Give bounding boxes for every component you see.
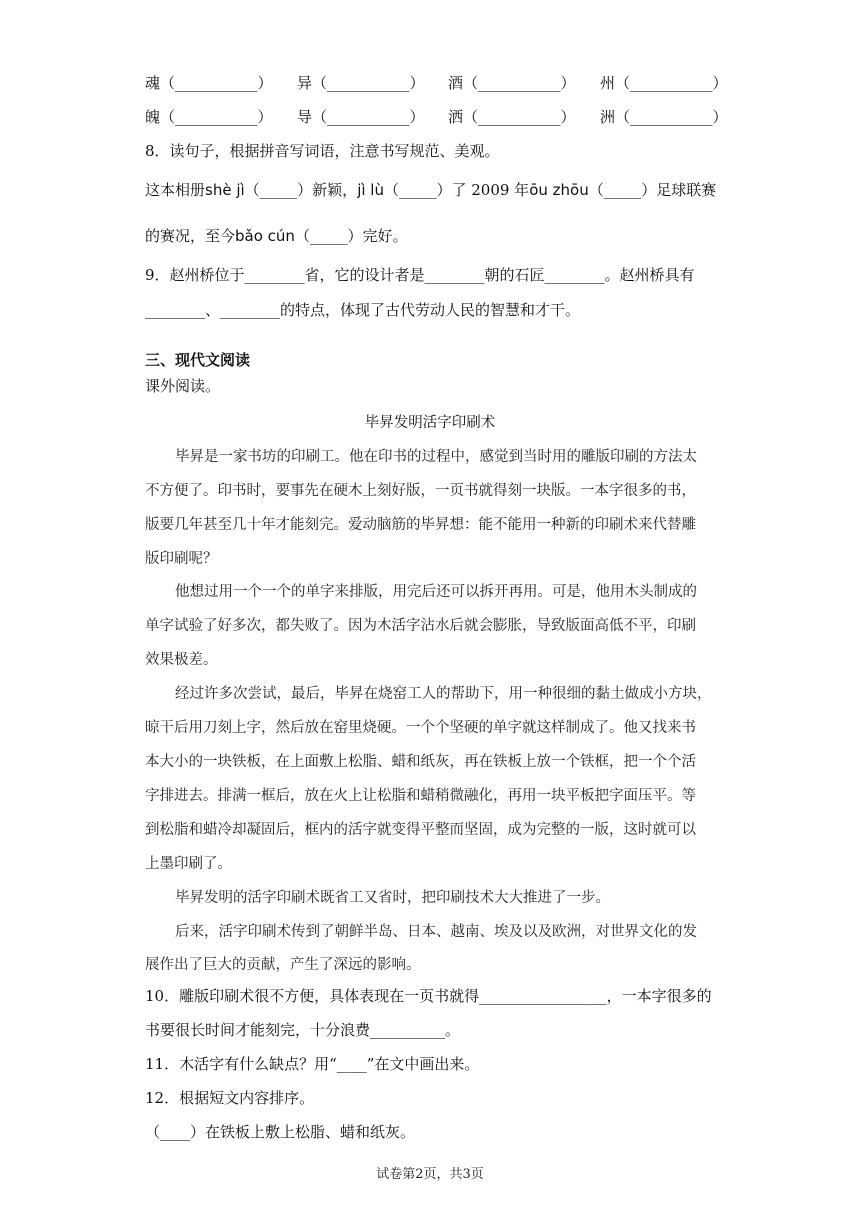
char-cell: 洲（___________） xyxy=(600,108,728,126)
passage-line: 他想过用一个一个的单字来排版，用完后还可以拆开再用。可是，他用木头制成的 xyxy=(175,584,697,600)
passage-title: 毕昇发明活字印刷术 xyxy=(364,415,496,431)
passage-line: 毕昇发明的活字印刷术既省工又省时，把印刷技术大大推进了一步。 xyxy=(175,890,610,906)
char-cell: 魂（___________） xyxy=(145,74,273,92)
passage-line: 版要几年甚至几十年才能刻完。爱动脑筋的毕昇想：能不能用一种新的印刷术来代替雕 xyxy=(145,517,696,533)
q8-line-1 xyxy=(145,180,716,200)
pinyin: ōu zhōu xyxy=(529,181,589,199)
blank-text: （_____）新颖， xyxy=(244,181,358,199)
passage-line: 本大小的一块铁板，在上面敷上松脂、蜡和纸灰，再在铁板上放一个铁框，把一个个活 xyxy=(145,754,696,770)
q12-title: 12．根据短文内容排序。 xyxy=(145,1089,315,1107)
text: 这本相册 xyxy=(145,181,206,199)
q9-line-1: 9．赵州桥位于________省，它的设计者是________朝的石匠________。赵州桥具有 xyxy=(145,266,695,284)
q10-line-2: 书要很长时间才能刻完，十分浪费__________。 xyxy=(145,1021,461,1039)
q9-line-2: ________、________的特点，体现了古代劳动人民的智慧和才干。 xyxy=(145,301,581,319)
blank-text: （_____）完好。 xyxy=(294,227,408,245)
q11: 11．木活字有什么缺点？用“____”在文中画出来。 xyxy=(145,1055,480,1073)
passage-line: 经过许多次尝试，最后，毕昇在烧窑工人的帮助下，用一种很细的黏土做成小方块， xyxy=(175,686,712,702)
char-cell: 酒（___________） xyxy=(448,74,576,92)
passage-line: 后来，活字印刷术传到了朝鲜半岛、日本、越南、埃及以及欧洲，对世界文化的发 xyxy=(175,924,697,940)
passage-line: 展作出了巨大的贡献，产生了深远的影响。 xyxy=(145,957,421,973)
passage-line: 单字试验了好多次，都失败了。因为木活字沾水后就会膨胀，导致版面高低不平，印刷 xyxy=(145,618,696,634)
section-heading: 三、现代文阅读 xyxy=(145,351,251,369)
q10-line-1: 10．雕版印刷术很不方便，具体表现在一页书就得_________________，一本字很多的 xyxy=(145,987,712,1005)
q12-item: （____）在铁板上敷上松脂、蜡和纸灰。 xyxy=(145,1123,416,1141)
pinyin: bǎo cún xyxy=(235,227,295,245)
passage-line: 版印刷呢？ xyxy=(145,551,218,567)
section-subheading: 课外阅读。 xyxy=(145,377,221,395)
char-cell: 异（___________） xyxy=(297,74,425,92)
blank-text: （_____）了 2009 年 xyxy=(383,181,530,199)
passage-line: 字排进去。排满一框后，放在火上让松脂和蜡稍微融化，再用一块平板把字面压平。等 xyxy=(145,788,696,804)
char-cell: 导（___________） xyxy=(297,108,425,126)
passage-line: 不方便了。印书时，要事先在硬木上刻好版，一页书就得刻一块版。一本字很多的书， xyxy=(145,483,696,499)
passage-line: 到松脂和蜡冷却凝固后，框内的活字就变得平整而坚固，成为完整的一版，这时就可以 xyxy=(145,822,696,838)
char-cell: 魄（___________） xyxy=(145,108,273,126)
char-cell: 州（___________） xyxy=(600,74,728,92)
pinyin: jì lù xyxy=(357,181,384,199)
passage-line: 晾干后用刀刻上字，然后放在窑里烧硬。一个个坚硬的单字就这样制成了。他又找来书 xyxy=(145,720,696,736)
passage-line: 毕昇是一家书坊的印刷工。他在印书的过程中，感觉到当时用的雕版印刷的方法太 xyxy=(175,449,697,465)
passage-line: 上墨印刷了。 xyxy=(145,856,232,872)
passage-line: 效果极差。 xyxy=(145,652,218,668)
pinyin: shè jì xyxy=(205,181,245,199)
char-cell: 洒（___________） xyxy=(448,108,576,126)
blank-text: （_____）足球联赛 xyxy=(588,181,717,199)
text: 的赛况，至今 xyxy=(145,227,236,245)
q8-line-2 xyxy=(145,226,407,246)
q8-title: 8．读句子，根据拼音写词语，注意书写规范、美观。 xyxy=(145,142,500,160)
page-footer: 试卷第2页，共3页 xyxy=(376,1167,484,1182)
